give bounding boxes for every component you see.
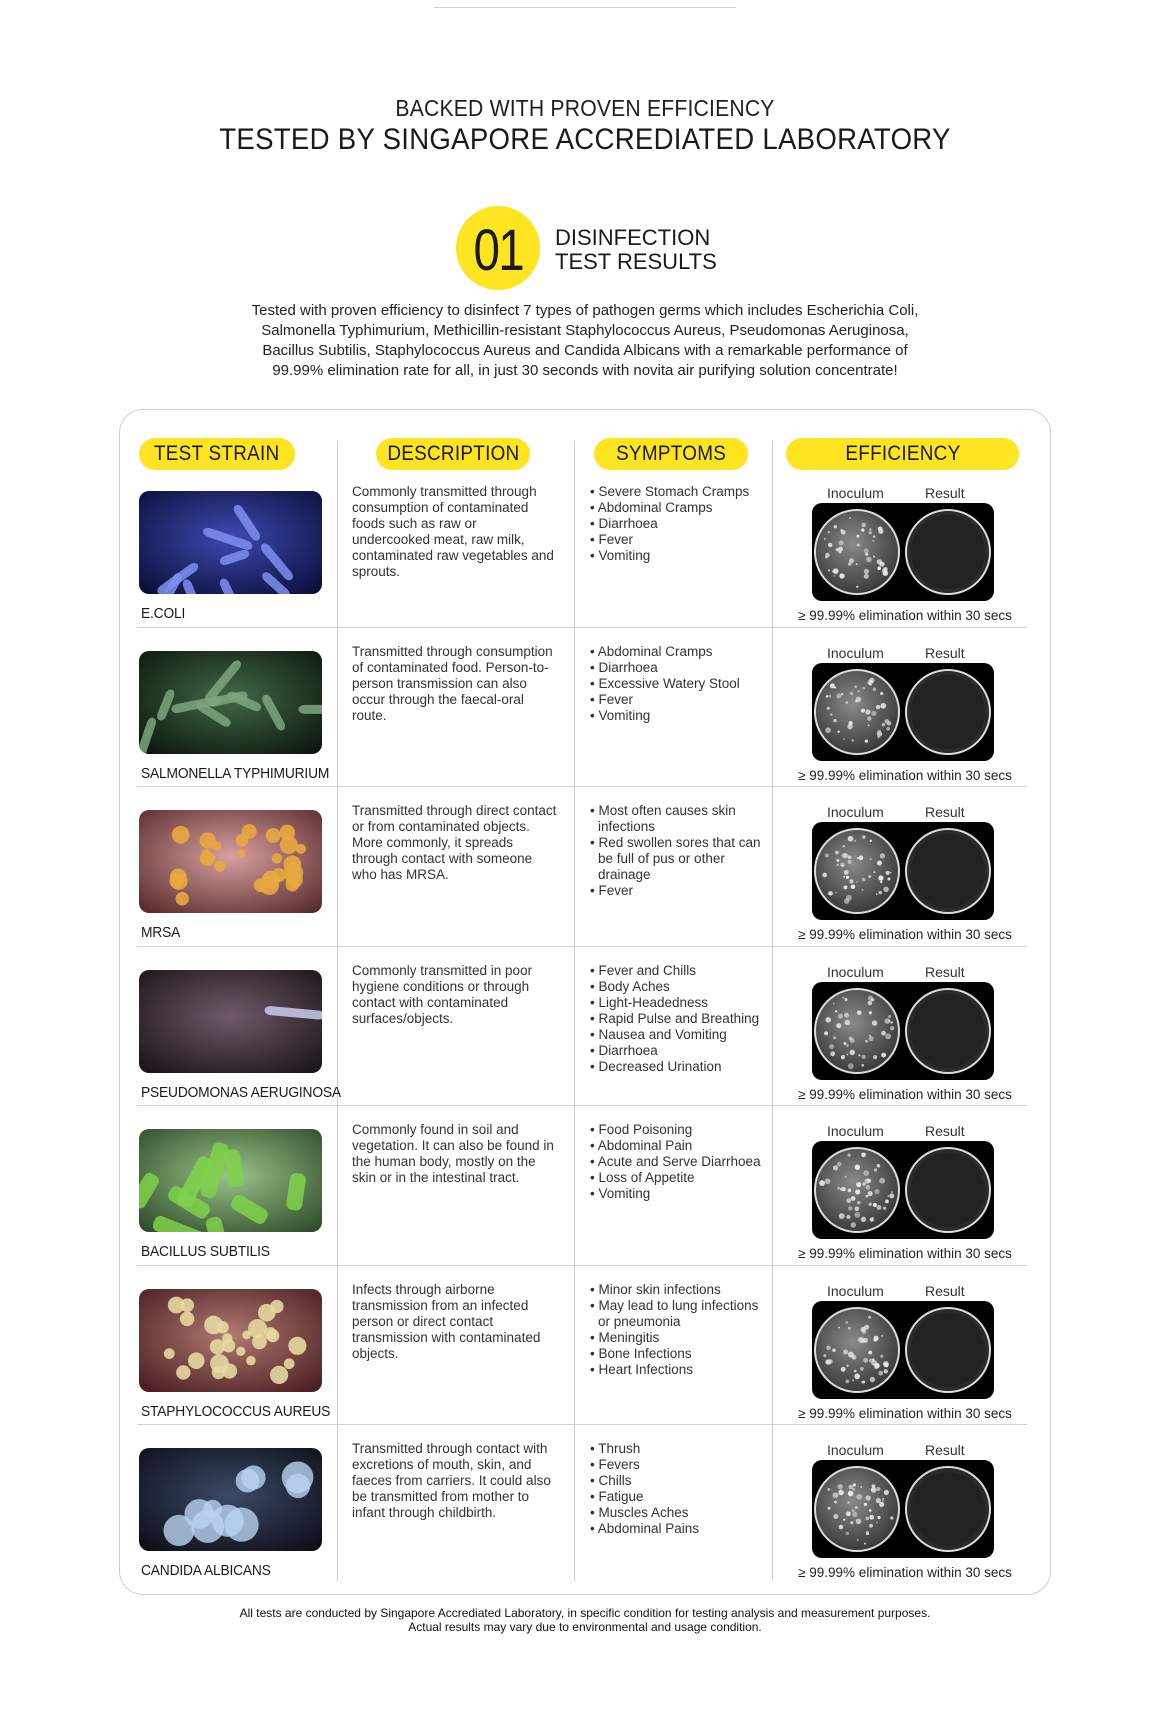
intro-line: Tested with proven efficiency to disinfect 7 types of pathogen germs which includes Escherichia Coli, [251, 302, 919, 319]
efficiency-result: ≥ 99.99% elimination within 30 secs [798, 927, 1012, 942]
efficiency-result: ≥ 99.99% elimination within 30 secs [798, 1405, 1012, 1421]
symptom-item: • Minor skin infections [590, 1282, 770, 1298]
symptom-item: • Excessive Watery Stool [590, 676, 770, 692]
symptom-list [590, 1441, 770, 1537]
strain-description: Transmitted through direct contact or from contaminated objects. More commonly, it spreads through contact with someone who has MRSA. [352, 803, 557, 882]
intro-line: 99.99% elimination rate for all, in just 30 seconds with novita air purifying solution concentrate! [272, 362, 898, 379]
symptom-list [590, 644, 770, 724]
petri-dish-comparison [812, 1301, 994, 1399]
symptom-item: • Food Poisoning [590, 1122, 770, 1138]
symptom-item: • Abdominal Cramps [590, 644, 770, 660]
petri-dish-comparison [812, 822, 994, 920]
top-divider [434, 7, 736, 8]
efficiency-result: ≥ 99.99% elimination within 30 secs [798, 1246, 1012, 1261]
symptom-item: • Meningitis [590, 1330, 770, 1346]
section-number-badge [456, 206, 540, 290]
strain-image-mrsa [139, 810, 322, 913]
inoculum-label: Inoculum [827, 1442, 884, 1458]
symptom-item: • Rapid Pulse and Breathing [590, 1011, 770, 1027]
petri-dish-comparison [812, 503, 994, 601]
column-header-symptoms: SYMPTOMS [594, 438, 748, 470]
symptom-item: • Acute and Serve Diarrhoea [590, 1154, 770, 1170]
strain-name: E.COLI [141, 605, 186, 622]
strain-image-pseudomonas-aeruginosa [139, 970, 322, 1073]
symptom-list [590, 484, 770, 564]
symptom-item: • Diarrhoea [590, 1043, 770, 1059]
result-label: Result [925, 644, 965, 661]
column-header-strain: TEST STRAIN [139, 438, 295, 470]
intro-paragraph [205, 301, 965, 381]
symptom-item: • Thrush [590, 1441, 770, 1457]
strain-name: SALMONELLA TYPHIMURIUM [141, 764, 330, 782]
efficiency-result: ≥ 99.99% elimination within 30 secs [798, 767, 1012, 783]
symptom-item: • Abdominal Pain [590, 1138, 770, 1154]
symptom-item: • Fatigue [590, 1489, 770, 1505]
symptom-item: • Diarrhoea [590, 516, 770, 532]
column-divider [337, 441, 338, 1581]
footnote-line: All tests are conducted by Singapore Accrediated Laboratory, in specific condition for testing analysis and measurement purposes. [239, 1606, 931, 1620]
column-header-efficiency: EFFICIENCY [786, 438, 1019, 470]
symptom-item: • Fever [590, 883, 770, 899]
strain-description: Infects through airborne transmission from an infected person or direct contact transmission with contaminated objects. [352, 1281, 541, 1361]
strain-description: Transmitted through contact with excretions of mouth, skin, and faeces from carriers. It could also be transmitted from mother to infant through childbirth. [352, 1441, 551, 1520]
page-subtitle: BACKED WITH PROVEN EFFICIENCY [395, 95, 775, 121]
petri-dish-comparison [812, 982, 994, 1080]
efficiency-result: ≥ 99.99% elimination within 30 secs [798, 1086, 1012, 1102]
strain-name: PSEUDOMONAS AERUGINOSA [141, 1083, 341, 1101]
inoculum-label: Inoculum [827, 644, 884, 661]
symptom-item: • Fever [590, 692, 770, 708]
symptom-item: • Fever [590, 532, 770, 548]
symptom-list [590, 1282, 770, 1378]
inoculum-label: Inoculum [827, 485, 884, 501]
result-label: Result [925, 485, 965, 501]
symptom-list [590, 803, 770, 899]
result-label: Result [925, 804, 965, 820]
symptom-item: • Severe Stomach Cramps [590, 484, 770, 500]
symptom-item: • Muscles Aches [590, 1505, 770, 1521]
footnote-line: Actual results may vary due to environmental and usage condition. [408, 1620, 762, 1634]
symptom-item: • Light-Headedness [590, 995, 770, 1011]
intro-line: Bacillus Subtilis, Staphylococcus Aureus and Candida Albicans with a remarkable performance of [262, 342, 908, 359]
strain-name: BACILLUS SUBTILIS [141, 1243, 270, 1260]
efficiency-result: ≥ 99.99% elimination within 30 secs [798, 608, 1012, 623]
symptom-item: • Vomiting [590, 1186, 770, 1202]
intro-line: Salmonella Typhimurium, Methicillin-resistant Staphylococcus Aureus, Pseudomonas Aeruginosa, [261, 322, 909, 339]
row-divider [137, 786, 1027, 787]
strain-image-e-coli [139, 491, 322, 594]
symptom-list [590, 1122, 770, 1202]
inoculum-label: Inoculum [827, 963, 884, 980]
symptom-item: • Vomiting [590, 548, 770, 564]
symptom-item: • Red swollen sores that can be full of pus or other drainage [590, 835, 770, 883]
inoculum-label: Inoculum [827, 1123, 884, 1139]
symptom-item: • Nausea and Vomiting [590, 1027, 770, 1043]
section-title-line2: TEST RESULTS [555, 249, 717, 274]
strain-description: Commonly transmitted in poor hygiene conditions or through contact with contaminated surfaces/objects. [352, 962, 533, 1026]
symptom-item: • Loss of Appetite [590, 1170, 770, 1186]
symptom-item: • Most often causes skin infections [590, 803, 770, 835]
symptom-item: • Chills [590, 1473, 770, 1489]
page-title: TESTED BY SINGAPORE ACCREDIATED LABORATORY [219, 123, 951, 156]
petri-dish-comparison [812, 663, 994, 761]
strain-name: CANDIDA ALBICANS [141, 1562, 271, 1579]
footnote [0, 1606, 1170, 1634]
strain-image-salmonella-typhimurium [139, 651, 322, 754]
column-header-description: DESCRIPTION [376, 438, 530, 470]
result-label: Result [925, 1123, 965, 1139]
row-divider [137, 1105, 1027, 1106]
petri-dish-comparison [812, 1460, 994, 1558]
efficiency-result: ≥ 99.99% elimination within 30 secs [798, 1565, 1012, 1580]
symptom-item: • Bone Infections [590, 1346, 770, 1362]
row-divider [137, 1424, 1027, 1425]
column-divider [772, 441, 773, 1581]
strain-name: MRSA [141, 924, 181, 941]
section-title [555, 226, 717, 274]
symptom-item: • May lead to lung infections or pneumonia [590, 1298, 770, 1330]
inoculum-label: Inoculum [827, 804, 884, 820]
strain-description: Transmitted through consumption of contaminated food. Person-to-person transmission can also occur through the faecal-oral route. [352, 643, 553, 723]
strain-image-staphylococcus-aureus [139, 1289, 322, 1392]
strain-name: STAPHYLOCOCCUS AUREUS [141, 1402, 331, 1420]
row-divider [137, 946, 1027, 947]
row-divider [137, 627, 1027, 628]
symptom-list [590, 963, 770, 1075]
symptom-item: • Fevers [590, 1457, 770, 1473]
petri-dish-comparison [812, 1141, 994, 1239]
section-title-line1: DISINFECTION [555, 225, 711, 250]
symptom-item: • Body Aches [590, 979, 770, 995]
row-divider [137, 1265, 1027, 1266]
result-label: Result [925, 1282, 965, 1299]
symptom-item: • Decreased Urination [590, 1059, 770, 1075]
section-number: 01 [473, 217, 523, 283]
column-divider [574, 441, 575, 1581]
strain-image-bacillus-subtilis [139, 1129, 322, 1232]
result-label: Result [925, 1442, 965, 1458]
strain-description: Commonly transmitted through consumption of contaminated foods such as raw or undercooked meat, raw milk, contaminated raw vegetables and sprouts. [352, 484, 554, 579]
inoculum-label: Inoculum [827, 1282, 884, 1299]
symptom-item: • Vomiting [590, 708, 770, 724]
symptom-item: • Heart Infections [590, 1362, 770, 1378]
strain-image-candida-albicans [139, 1448, 322, 1551]
strain-description: Commonly found in soil and vegetation. It can also be found in the human body, mostly on the skin or in the intestinal tract. [352, 1122, 554, 1185]
result-label: Result [925, 963, 965, 980]
symptom-item: • Fever and Chills [590, 963, 770, 979]
symptom-item: • Abdominal Cramps [590, 500, 770, 516]
symptom-item: • Diarrhoea [590, 660, 770, 676]
symptom-item: • Abdominal Pains [590, 1521, 770, 1537]
